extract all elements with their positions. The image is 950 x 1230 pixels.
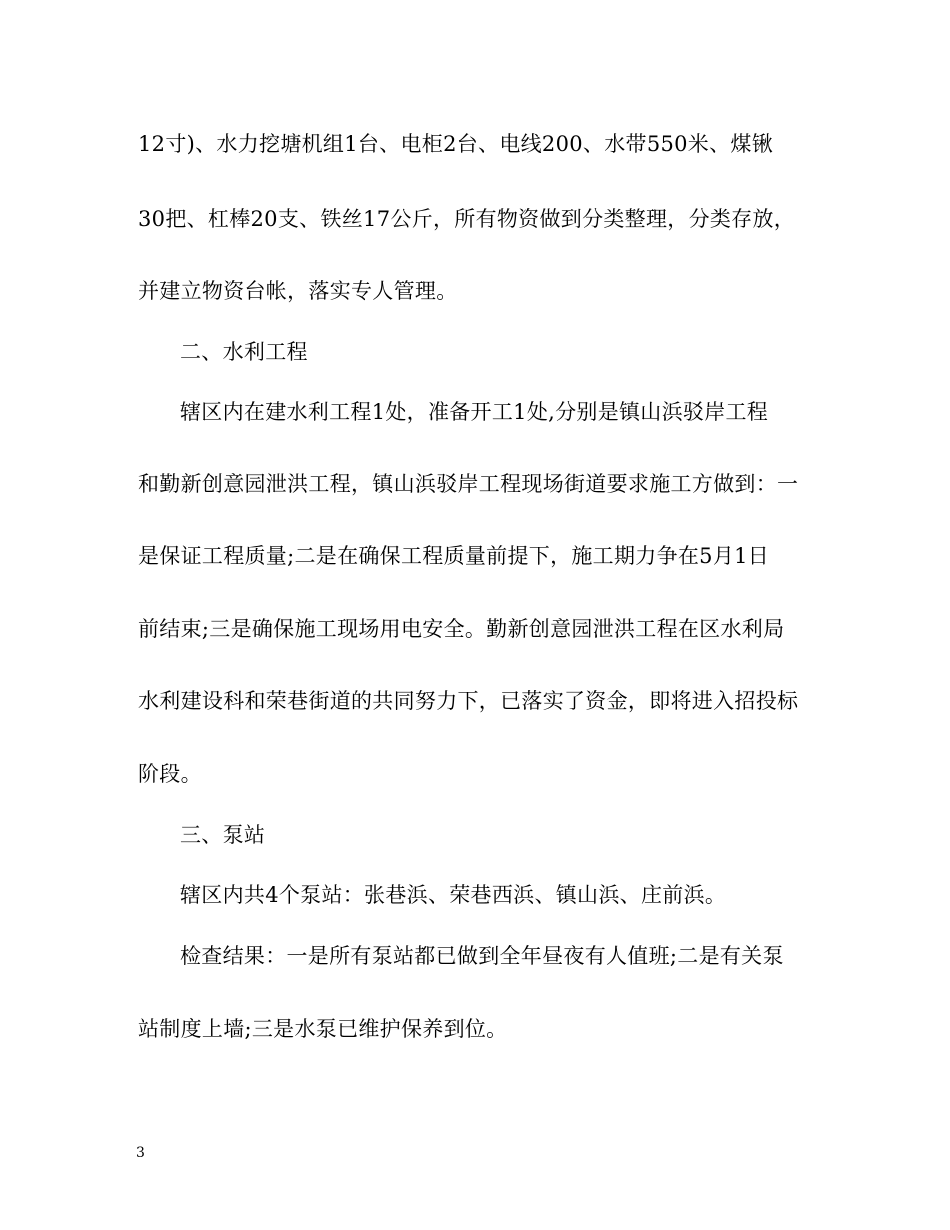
text-line-5: 辖区内在建水利工程1处，准备开工1处,分别是镇山浜驳岸工程 [180,400,769,424]
page-number: 3 [136,1145,145,1161]
text-line-8: 前结束;三是确保施工现场用电安全。勤新创意园泄洪工程在区水利局 [138,617,785,641]
text-line-3: 并建立物资台帐，落实专人管理。 [138,279,458,303]
section-heading-water-projects: 二、水利工程 [180,340,308,364]
text-line-12: 辖区内共4个泵站：张巷浜、荣巷西浜、镇山浜、庄前浜。 [180,883,727,907]
text-line-14: 站制度上墙;三是水泵已维护保养到位。 [138,1017,508,1041]
text-line-9: 水利建设科和荣巷街道的共同努力下，已落实了资金，即将进入招投标 [138,689,799,713]
text-line-2: 30把、杠棒20支、铁丝17公斤，所有物资做到分类整理，分类存放， [138,207,796,231]
text-line-7: 是保证工程质量;二是在确保工程质量前提下，施工期力争在5月1日 [138,544,770,568]
text-line-13: 检查结果：一是所有泵站都已做到全年昼夜有人值班;二是有关泵 [180,944,784,968]
section-heading-pump-stations: 三、泵站 [180,823,266,847]
text-line-10: 阶段。 [138,762,202,786]
text-line-6: 和勤新创意园泄洪工程，镇山浜驳岸工程现场街道要求施工方做到：一 [138,472,799,496]
text-line-1: 12寸)、水力挖塘机组1台、电柜2台、电线200、水带550米、煤锹 [138,132,773,156]
